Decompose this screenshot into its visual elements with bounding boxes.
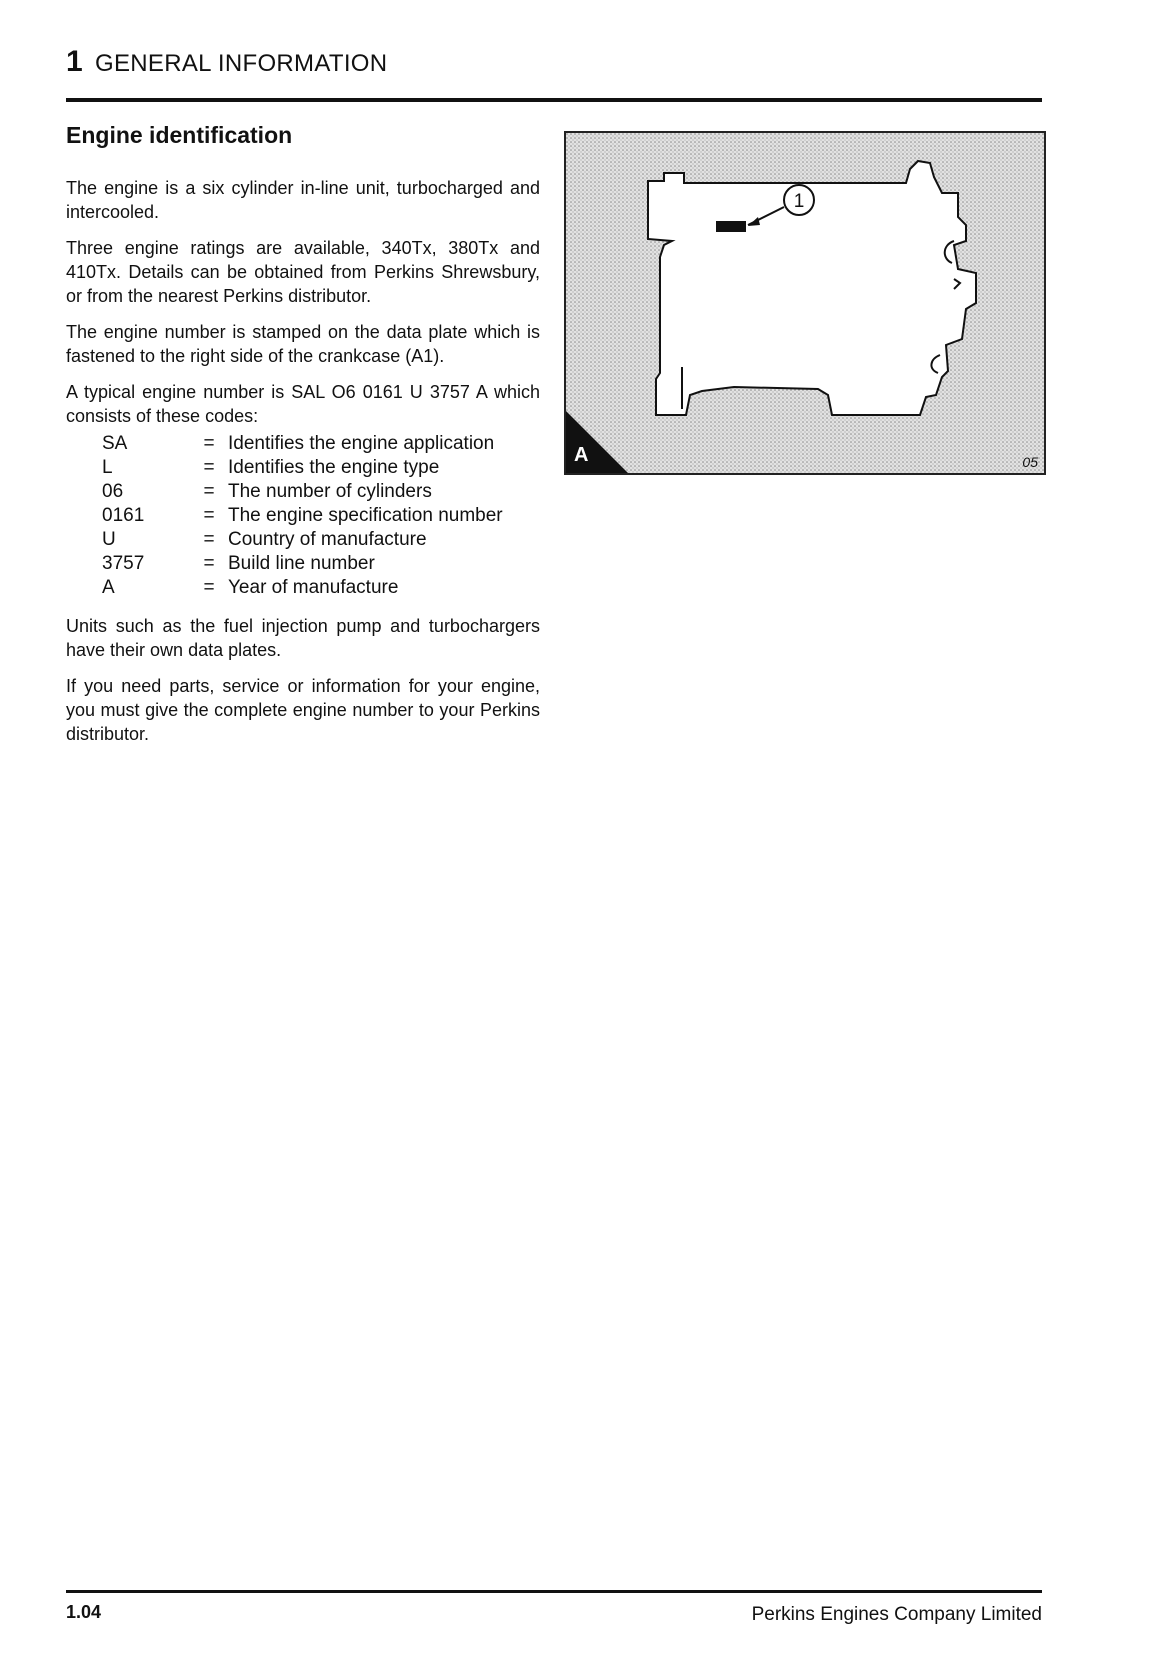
code-meaning: Build line number: [228, 553, 375, 574]
chapter-header: [66, 45, 387, 79]
code-value: L: [102, 457, 113, 478]
code-row: [102, 504, 503, 528]
code-meaning: Identifies the engine application: [228, 433, 495, 454]
code-value: A: [102, 577, 115, 598]
figure-code: 05: [1022, 454, 1038, 470]
footer-divider: [66, 1590, 1042, 1593]
code-meaning: The number of cylinders: [228, 481, 432, 502]
code-row: [102, 432, 503, 456]
company-name: Perkins Engines Company Limited: [751, 1604, 1042, 1625]
header-divider: [66, 98, 1042, 102]
code-row: [102, 456, 503, 480]
equals-sign: =: [203, 457, 215, 478]
code-table: [102, 432, 503, 600]
paragraph-engine-type: The engine is a six cylinder in-line unit, turbocharged and intercooled.: [66, 178, 540, 222]
code-value: SA: [102, 433, 128, 454]
equals-sign: =: [203, 433, 215, 454]
chapter-number: 1: [66, 45, 83, 78]
paragraph-ratings: Three engine ratings are available, 340Tx, 380Tx and 410Tx. Details can be obtained from Perkins Shrewsbury, or from the nearest Perkins distributor.: [66, 238, 540, 306]
paragraph-typical-number: A typical engine number is SAL O6 0161 U 3757 A which consists of these codes:: [66, 382, 540, 426]
code-meaning: Identifies the engine type: [228, 457, 440, 478]
data-plate-marker: [716, 221, 746, 232]
equals-sign: =: [203, 577, 215, 598]
paragraph-data-plate: The engine number is stamped on the data plate which is fastened to the right side of the crankcase (A1).: [66, 322, 540, 366]
code-row: [102, 480, 503, 504]
code-value: 0161: [102, 505, 145, 526]
code-meaning: Country of manufacture: [228, 529, 427, 550]
equals-sign: =: [203, 553, 215, 574]
engine-drawing: [566, 133, 1044, 473]
code-row: [102, 528, 503, 552]
callout-number: 1: [793, 191, 805, 212]
equals-sign: =: [203, 481, 215, 502]
page-number: 1.04: [66, 1602, 102, 1622]
figure-letter: A: [574, 444, 589, 466]
code-value: 06: [102, 481, 124, 502]
engine-illustration: [564, 131, 1046, 475]
text-column: [66, 176, 540, 758]
section-title: Engine identification: [66, 122, 293, 148]
equals-sign: =: [203, 505, 215, 526]
code-row: [102, 576, 503, 600]
code-value: U: [102, 529, 116, 550]
chapter-title: GENERAL INFORMATION: [95, 50, 388, 77]
code-value: 3757: [102, 553, 145, 574]
paragraph-parts-service: If you need parts, service or information for your engine, you must give the complete engine number to your Perkins distributor.: [66, 676, 540, 744]
code-meaning: Year of manufacture: [228, 577, 399, 598]
code-meaning: The engine specification number: [228, 505, 503, 526]
equals-sign: =: [203, 529, 215, 550]
code-row: [102, 552, 503, 576]
paragraph-other-plates: Units such as the fuel injection pump and turbochargers have their own data plates.: [66, 616, 540, 660]
